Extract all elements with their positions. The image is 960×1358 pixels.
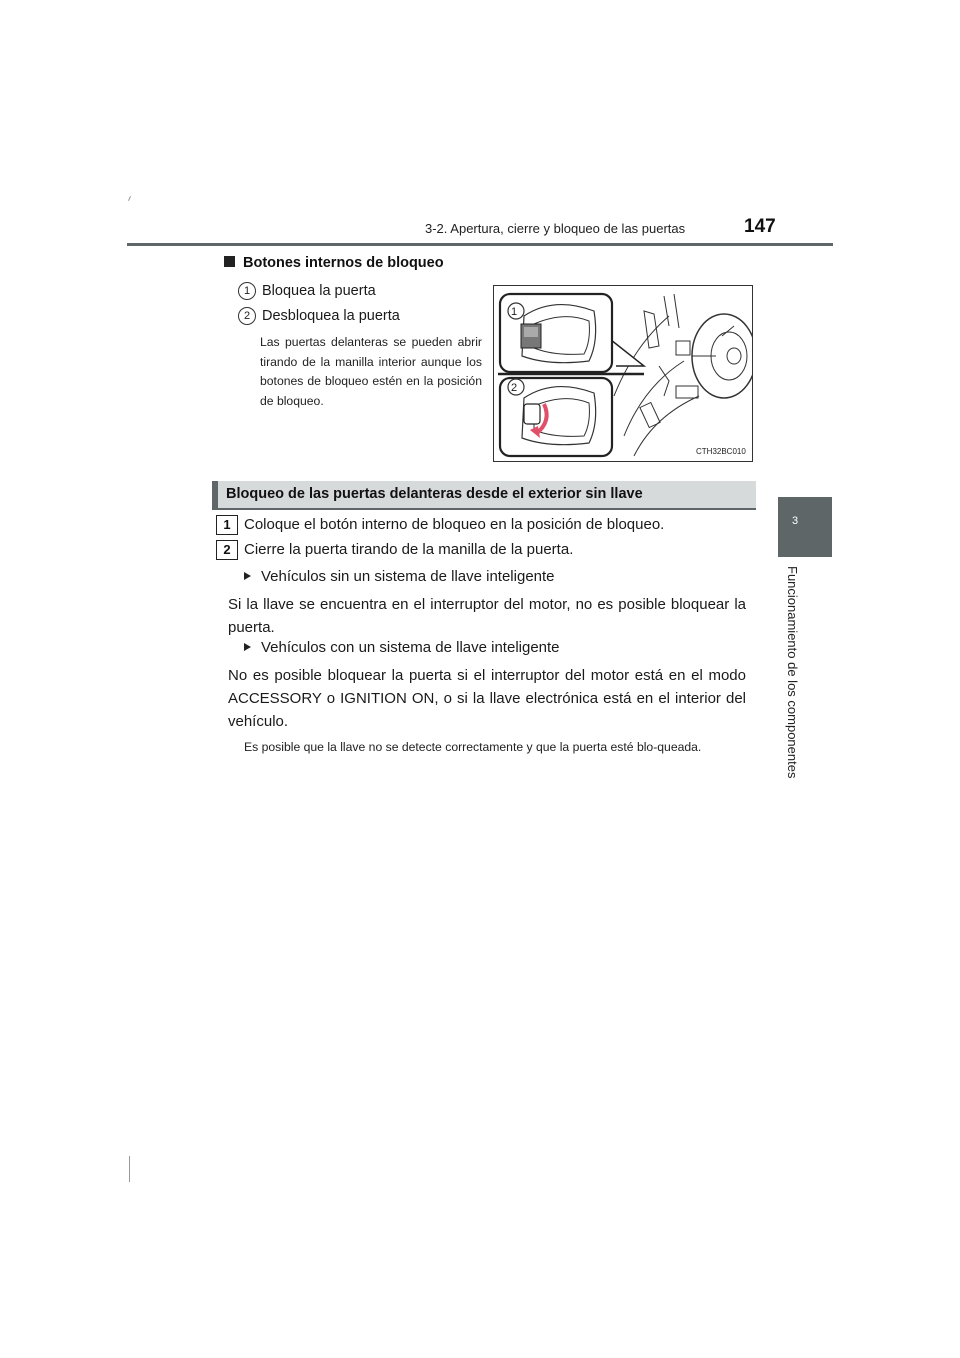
- case-heading-no-smart-key-text: Vehículos sin un sistema de llave inteligente: [261, 568, 555, 585]
- figure-callout-2: 2: [511, 382, 518, 394]
- figure-code: CTH32BC010: [696, 447, 746, 456]
- case-heading-smart-key-text: Vehículos con un sistema de llave inteligente: [261, 639, 560, 656]
- section-title: Bloqueo de las puertas delanteras desde el exterior sin llave: [226, 486, 643, 502]
- item-marker-2: 2: [238, 307, 256, 325]
- door-illustration-svg: [494, 286, 752, 461]
- subsection-heading: [224, 255, 444, 271]
- section-banner: [212, 481, 756, 509]
- triangle-bullet-icon: [244, 572, 251, 580]
- lock-buttons-note: Las puertas delanteras se pueden abrir tirando de la manilla interior aunque los botones de bloqueo estén en la posición de bloqueo.: [260, 335, 482, 408]
- item-marker-1: 1: [238, 282, 256, 300]
- header-rule: [127, 243, 833, 246]
- step-number-2: 2: [216, 540, 238, 560]
- square-bullet-icon: [224, 256, 235, 267]
- case-heading-no-smart-key: [244, 568, 555, 585]
- page-number: 147: [744, 216, 776, 237]
- subsection-heading-text: Botones internos de bloqueo: [243, 255, 444, 271]
- crop-mark: [129, 1156, 130, 1182]
- running-header: 3-2. Apertura, cierre y bloqueo de las puertas: [425, 221, 686, 236]
- section-note: Es posible que la llave no se detecte correctamente y que la puerta esté blo-queada.: [244, 740, 702, 754]
- item-text-unlock: Desbloquea la puerta: [262, 308, 400, 324]
- door-lock-illustration: [493, 285, 753, 462]
- chapter-number: 3: [792, 515, 799, 527]
- figure-callout-1: 1: [511, 306, 518, 318]
- crop-mark: [128, 196, 131, 201]
- triangle-bullet-icon: [244, 643, 251, 651]
- item-text-lock: Bloquea la puerta: [262, 283, 376, 299]
- case-heading-smart-key: [244, 639, 560, 656]
- chapter-tab: [778, 497, 832, 557]
- step-text-1: Coloque el botón interno de bloqueo en la posición de bloqueo.: [244, 516, 665, 533]
- step-number-1: 1: [216, 515, 238, 535]
- section-rule: [212, 508, 756, 510]
- chapter-title: Funcionamiento de los componentes: [785, 566, 800, 779]
- case-text-no-smart-key: Si la llave se encuentra en el interruptor del motor, no es posible bloquear la puerta.: [228, 596, 746, 636]
- step-text-2: Cierre la puerta tirando de la manilla de la puerta.: [244, 541, 574, 558]
- case-text-smart-key: No es posible bloquear la puerta si el interruptor del motor está en el modo ACCESSORY o IGNITION ON, o si la llave electrónica está en el interior del vehículo.: [228, 667, 746, 730]
